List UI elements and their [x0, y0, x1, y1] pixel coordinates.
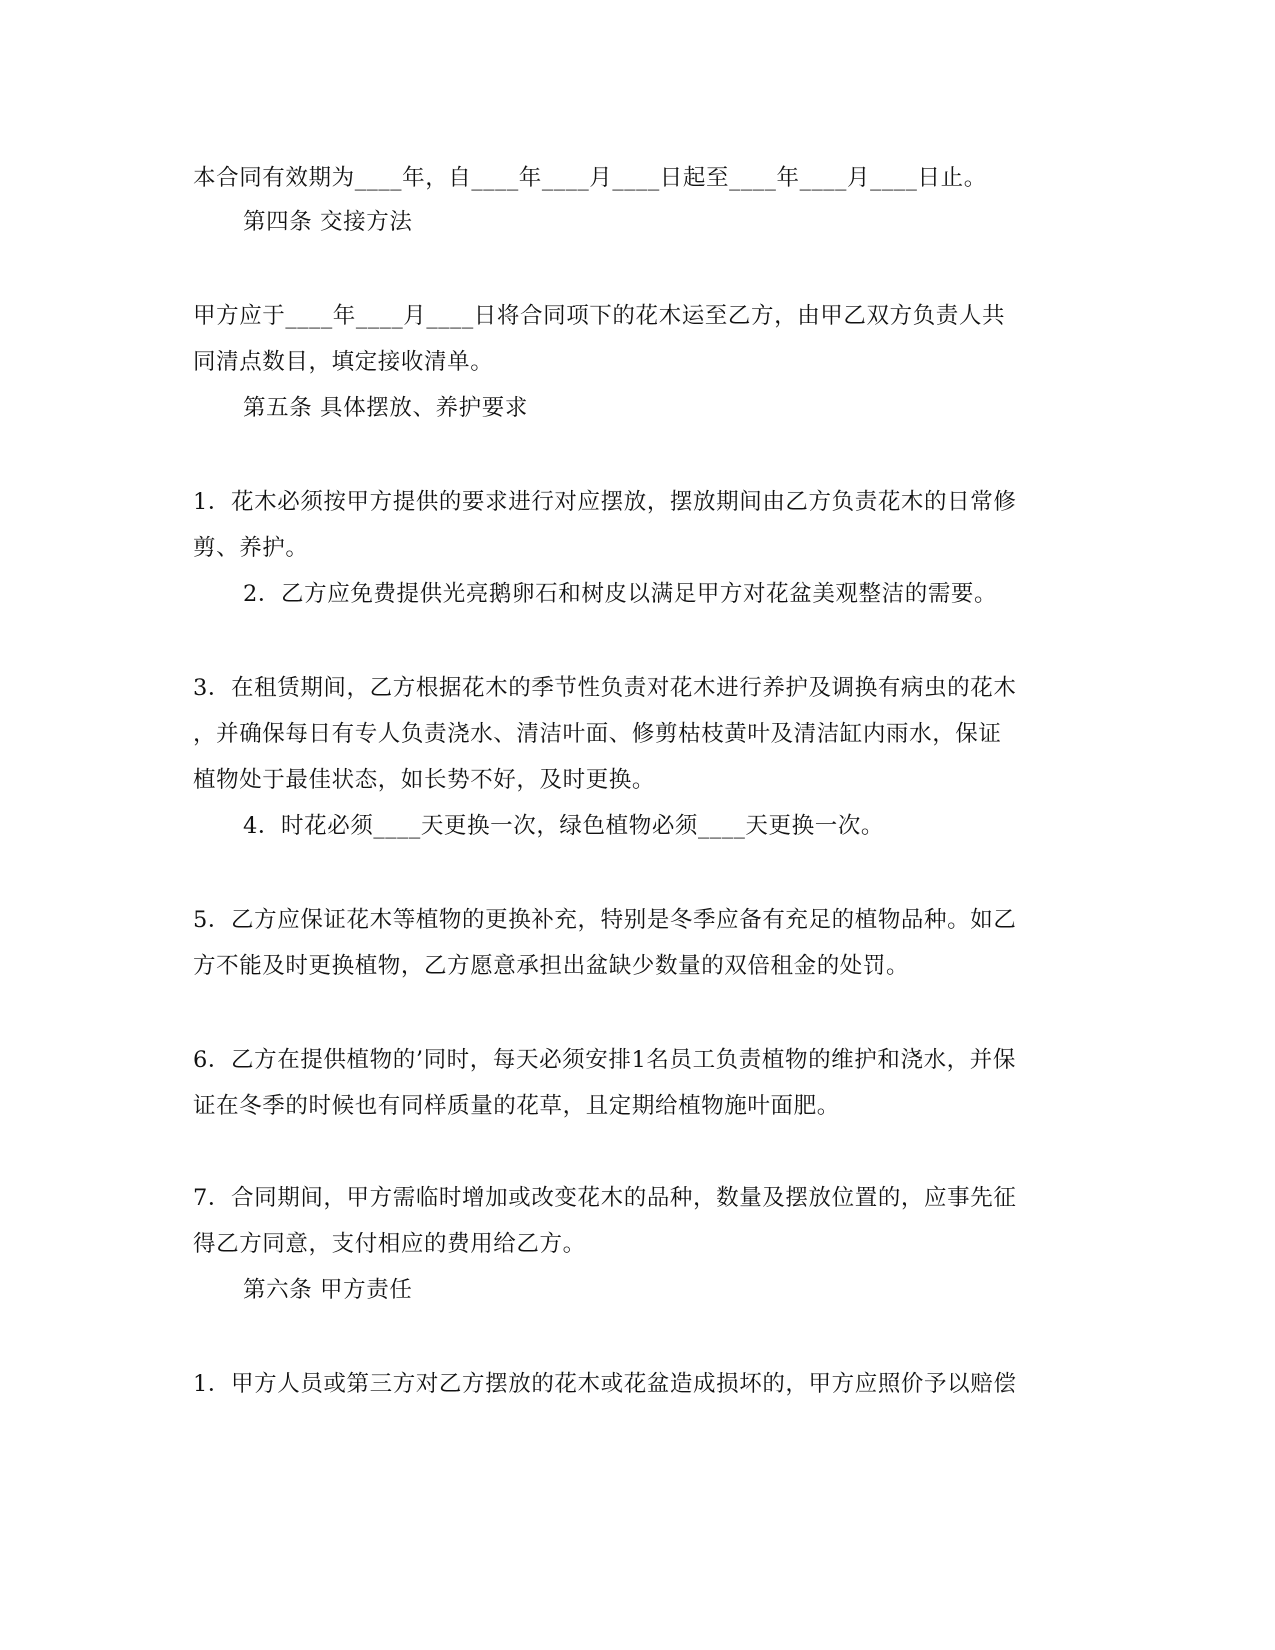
clause-5-2: 2．乙方应免费提供光亮鹅卵石和树皮以满足甲方对花盆美观整洁的需要。: [243, 581, 998, 607]
clause-5-7-line-2: 得乙方同意，支付相应的费用给乙方。: [193, 1231, 586, 1257]
handover-line-1: 甲方应于____年____月____日将合同项下的花木运至乙方，由甲乙双方负责人共: [193, 303, 1006, 329]
article-6-heading: 第六条 甲方责任: [243, 1277, 413, 1303]
validity-period-line: 本合同有效期为____年，自____年____月____日起至____年____月____日止。: [193, 165, 987, 191]
article-4-heading: 第四条 交接方法: [243, 209, 413, 235]
clause-5-3-line-3: 植物处于最佳状态，如长势不好，及时更换。: [193, 767, 656, 793]
clause-5-5-line-1: 5．乙方应保证花木等植物的更换补充，特别是冬季应备有充足的植物品种。如乙: [193, 907, 1017, 933]
clause-5-1-line-1: 1．花木必须按甲方提供的要求进行对应摆放，摆放期间由乙方负责花木的日常修: [193, 489, 1017, 515]
clause-5-6-line-2: 证在冬季的时候也有同样质量的花草，且定期给植物施叶面肥。: [193, 1093, 840, 1119]
clause-5-7-line-1: 7．合同期间，甲方需临时增加或改变花木的品种，数量及摆放位置的，应事先征: [193, 1185, 1017, 1211]
clause-6-1-line-1: 1．甲方人员或第三方对乙方摆放的花木或花盆造成损坏的，甲方应照价予以赔偿: [193, 1371, 1017, 1397]
clause-5-1-line-2: 剪、养护。: [193, 535, 309, 561]
clause-5-3-line-2: ，并确保每日有专人负责浇水、清洁叶面、修剪枯枝黄叶及清洁缸内雨水，保证: [193, 721, 1002, 747]
clause-5-5-line-2: 方不能及时更换植物，乙方愿意承担出盆缺少数量的双倍租金的处罚。: [193, 953, 910, 979]
clause-5-3-line-1: 3．在租赁期间，乙方根据花木的季节性负责对花木进行养护及调换有病虫的花木: [193, 675, 1017, 701]
handover-line-2: 同清点数目，填定接收清单。: [193, 349, 494, 375]
article-5-heading: 第五条 具体摆放、养护要求: [243, 395, 528, 421]
clause-5-4: 4．时花必须____天更换一次，绿色植物必须____天更换一次。: [243, 813, 885, 839]
clause-5-6-line-1: 6．乙方在提供植物的’同时，每天必须安排1名员工负责植物的维护和浇水，并保: [193, 1047, 1016, 1073]
